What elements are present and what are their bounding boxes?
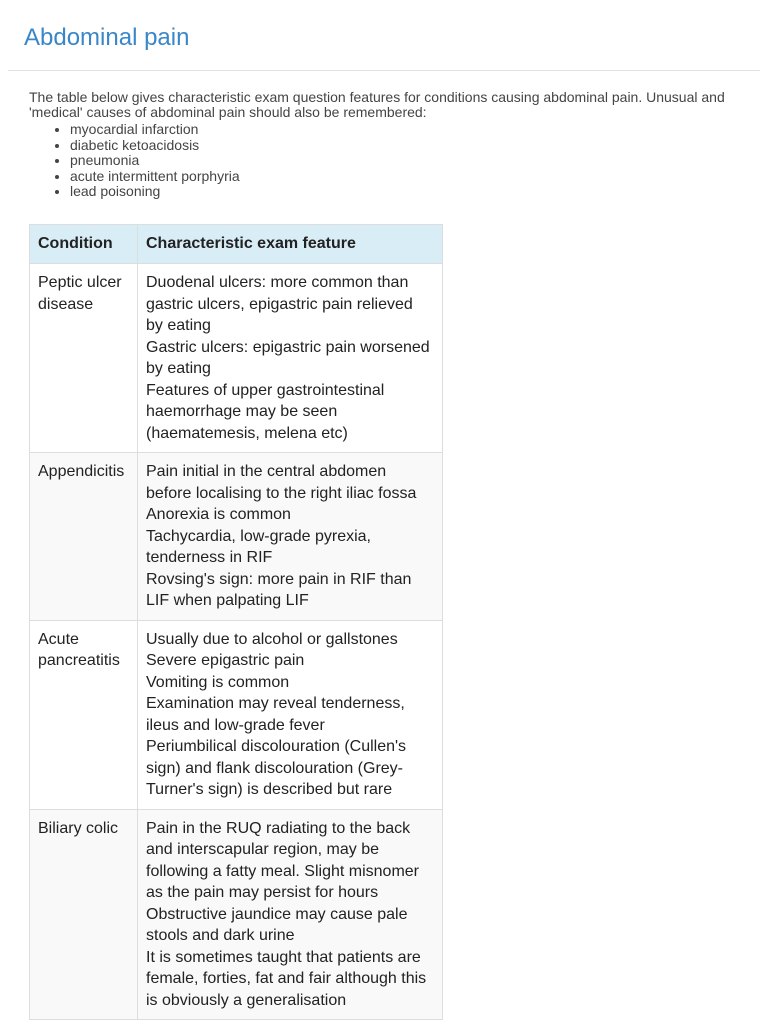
feature-line: Periumbilical discolouration (Cullen's sign) and flank discolouration (Grey-Turner's sign) is described but rare	[146, 738, 407, 798]
list-item: • pneumonia	[70, 153, 240, 169]
feature-line: Pain initial in the central abdomen before localising to the right iliac fossa	[146, 463, 417, 502]
feature-line: Usually due to alcohol or gallstones	[146, 630, 398, 648]
feature-line: Duodenal ulcers: more common than gastric ulcers, epigastric pain relieved by eating	[146, 274, 413, 334]
table-row	[30, 620, 443, 809]
feature-line: Severe epigastric pain	[146, 652, 305, 669]
column-header-condition: Condition	[30, 225, 138, 264]
column-header-feature: Characteristic exam feature	[138, 225, 443, 264]
list-item: • diabetic ketoacidosis	[70, 138, 240, 154]
feature-cell	[138, 809, 443, 1020]
table-row	[30, 809, 443, 1020]
table-row	[30, 264, 443, 453]
feature-line: Examination may reveal tenderness, ileus and low-grade fever	[146, 695, 405, 734]
feature-line: Vomiting is common	[146, 673, 290, 691]
title-divider	[8, 70, 760, 71]
feature-line: It is sometimes taught that patients are female, forties, fat and fair although this is obviously a generalisation	[146, 948, 427, 1009]
feature-line: Rovsing's sign: more pain in RIF than LIF when palpating LIF	[146, 570, 412, 609]
condition-cell: Peptic ulcer disease	[30, 264, 138, 453]
feature-line: Obstructive jaundice may cause pale stools and dark urine	[146, 905, 408, 944]
medical-causes-list	[29, 122, 240, 200]
feature-cell	[138, 453, 443, 621]
conditions-table	[29, 224, 443, 1020]
feature-line: Tachycardia, low-grade pyrexia, tenderness in RIF	[146, 527, 371, 566]
feature-line: Anorexia is common	[146, 506, 291, 523]
list-item: • myocardial infarction	[70, 122, 240, 138]
feature-line: Features of upper gastrointestinal haemorrhage may be seen (haematemesis, melena etc)	[146, 381, 385, 442]
condition-cell: Appendicitis	[30, 453, 138, 621]
table-row	[30, 453, 443, 621]
condition-cell: Acute pancreatitis	[30, 620, 138, 809]
feature-cell	[138, 620, 443, 809]
condition-cell: Biliary colic	[30, 809, 138, 1020]
page-title: Abdominal pain	[24, 24, 190, 51]
feature-line: Gastric ulcers: epigastric pain worsened by eating	[146, 338, 430, 377]
list-item: • lead poisoning	[70, 184, 240, 200]
list-item: • acute intermittent porphyria	[70, 169, 240, 185]
table-header-row	[30, 225, 443, 264]
feature-cell	[138, 264, 443, 453]
feature-line: Pain in the RUQ radiating to the back and interscapular region, may be following a fatty meal. Slight misnomer as the pain may persist for hours	[146, 819, 419, 901]
intro-paragraph: The table below gives characteristic exam question features for conditions causing abdominal pain. Unusual and 'medical' causes of abdominal pain should also be remembered:	[29, 89, 725, 120]
